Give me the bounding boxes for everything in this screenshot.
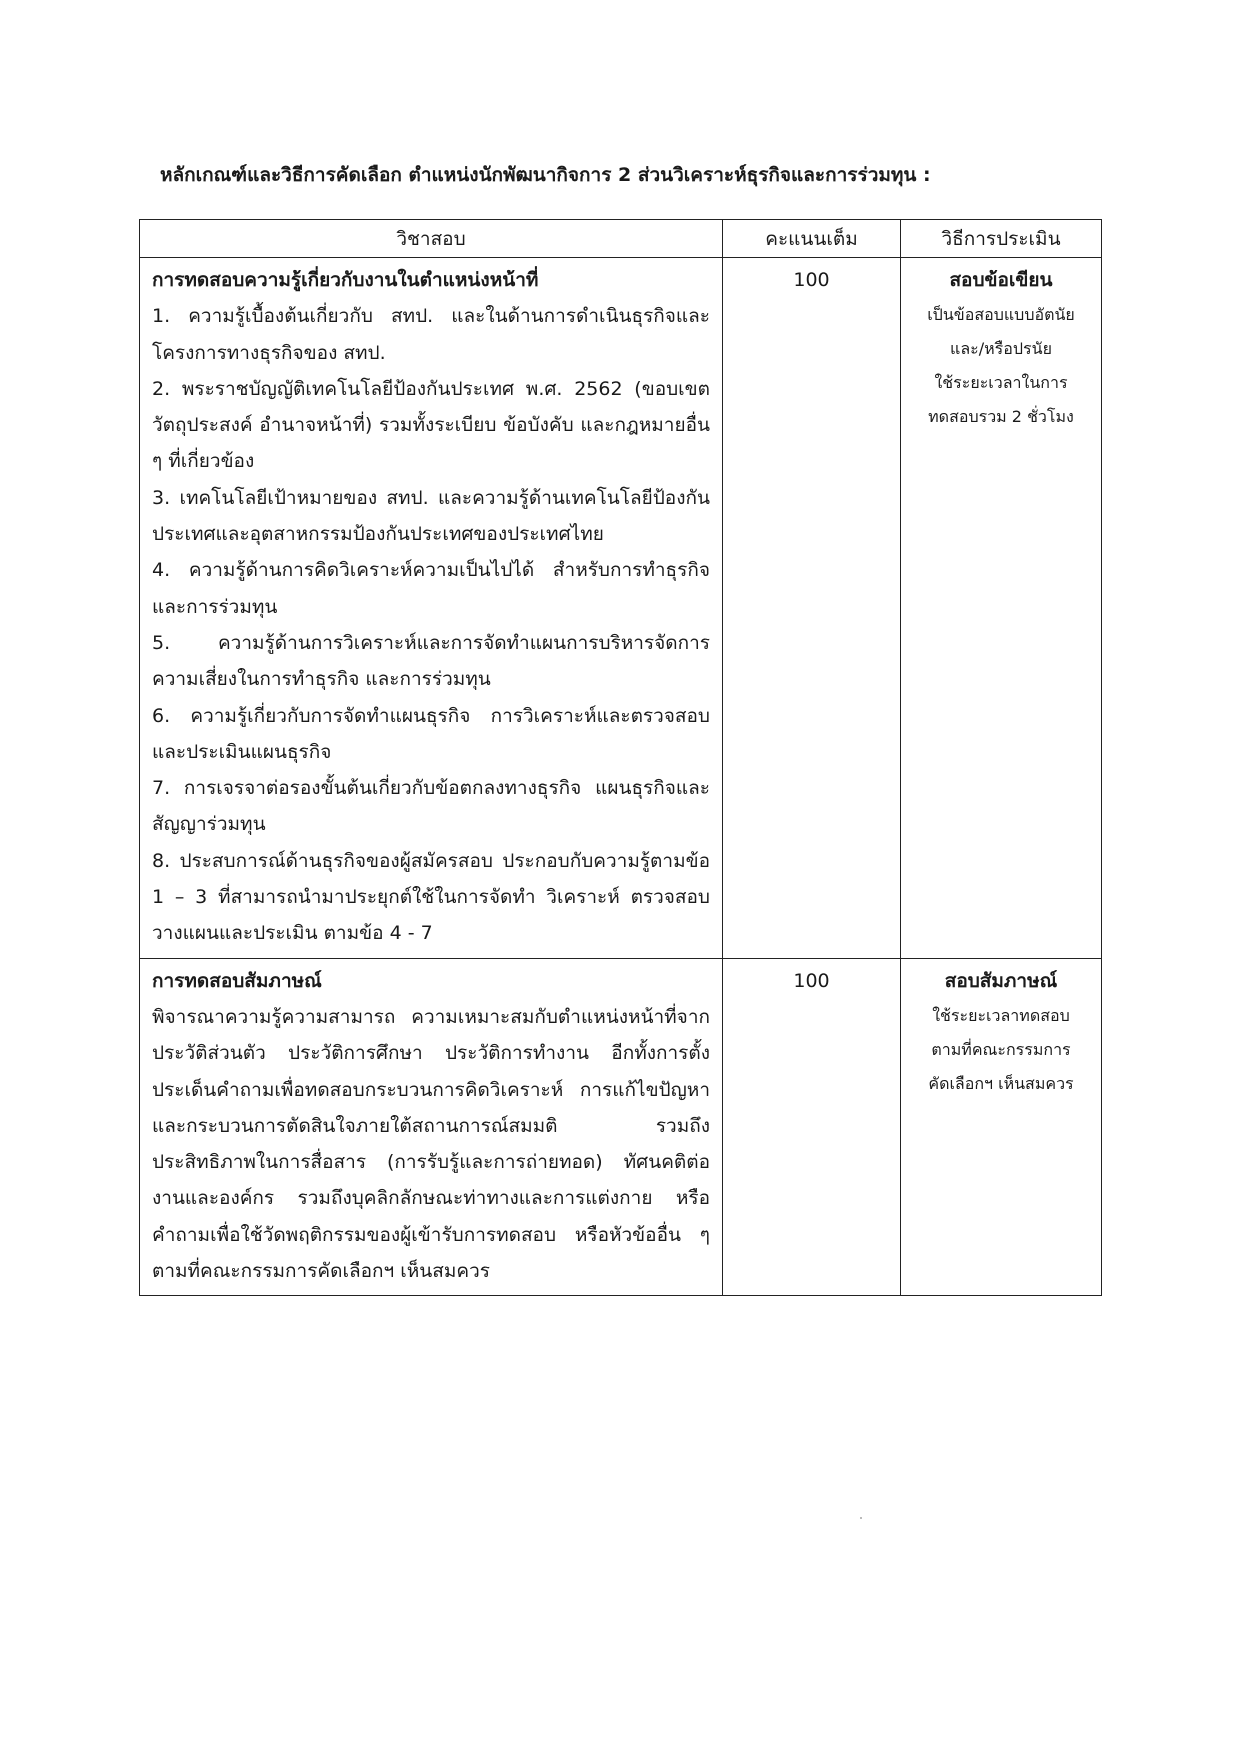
written-exam-method-cell [901, 258, 1102, 959]
scan-speck [860, 1517, 862, 1519]
table-row-written-exam [140, 258, 1102, 959]
header-subject: วิชาสอบ [140, 220, 723, 258]
written-exam-item-5: 5. ความรู้ด้านการวิเคราะห์และการจัดทำแผนการบริหารจัดการความเสี่ยงในการทำธุรกิจ และการร่วมทุน [152, 631, 710, 691]
interview-method-title: สอบสัมภาษณ์ [944, 969, 1058, 992]
written-exam-method-line: ทดสอบรวม 2 ชั่วโมง [928, 407, 1074, 426]
interview-subject-cell [140, 958, 723, 1296]
table-row-interview [140, 958, 1102, 1296]
written-exam-item-2: 2. พระราชบัญญัติเทคโนโลยีป้องกันประเทศ พ.ศ. 2562 (ขอบเขต วัตถุประสงค์ อำนาจหน้าที่) รวมทั้งระเบียบ ข้อบังคับ และกฎหมายอื่น ๆ ที่เกี่ยวข้อง [152, 377, 710, 473]
written-exam-subject-cell [140, 258, 723, 959]
written-exam-method-line: และ/หรือปรนัย [950, 339, 1052, 358]
interview-method-line: คัดเลือกฯ เห็นสมควร [928, 1073, 1074, 1093]
written-exam-title: การทดสอบความรู้เกี่ยวกับงานในตำแหน่งหน้าที่ [152, 269, 539, 291]
interview-description: พิจารณาความรู้ความสามารถ ความเหมาะสมกับตำแหน่งหน้าที่จากประวัติส่วนตัว ประวัติการศึกษา ประวัติการทำงาน อีกทั้งการตั้งประเด็นคำถามเพื่อทดสอบกระบวนการคิดวิเคราะห์ การแก้ไขปัญหาและกระบวนการตัดสินใจภายใต้สถานการณ์สมมติ รวมถึงประสิทธิภาพในการสื่อสาร (การรับรู้และการถ่ายทอด) ทัศนคติต่องานและองค์กร รวมถึงบุคลิกลักษณะท่าทางและการแต่งกาย หรือคำถามเพื่อใช้วัดพฤติกรรมของผู้เข้ารับการทดสอบ หรือหัวข้ออื่น ๆ ตามที่คณะกรรมการคัดเลือกฯ เห็นสมควร [152, 1005, 710, 1283]
interview-method-line: ตามที่คณะกรรมการ [931, 1039, 1071, 1059]
written-exam-score: 100 [723, 258, 901, 959]
header-score: คะแนนเต็ม [723, 220, 901, 258]
criteria-table [139, 219, 1102, 1296]
header-method: วิธีการประเมิน [901, 220, 1102, 258]
interview-method-cell [901, 958, 1102, 1296]
table-header-row [140, 220, 1102, 258]
written-exam-item-1: 1. ความรู้เบื้องต้นเกี่ยวกับ สทป. และในด้านการดำเนินธุรกิจและโครงการทางธุรกิจของ สทป. [152, 305, 710, 364]
interview-title: การทดสอบสัมภาษณ์ [152, 969, 322, 992]
written-exam-method-line: ใช้ระยะเวลาในการ [934, 373, 1068, 392]
written-exam-method-title: สอบข้อเขียน [949, 269, 1053, 291]
written-exam-item-8: 8. ประสบการณ์ด้านธุรกิจของผู้สมัครสอบ ประกอบกับความรู้ตามข้อ 1 – 3 ที่สามารถนำมาประยุกต์ใช้ในการจัดทำ วิเคราะห์ ตรวจสอบ วางแผนและประเมิน ตามข้อ 4 - 7 [152, 849, 710, 945]
written-exam-item-6: 6. ความรู้เกี่ยวกับการจัดทำแผนธุรกิจ การวิเคราะห์และตรวจสอบ และประเมินแผนธุรกิจ [152, 704, 710, 763]
page-heading: หลักเกณฑ์และวิธีการคัดเลือก ตำแหน่งนักพัฒนากิจการ 2 ส่วนวิเคราะห์ธุรกิจและการร่วมทุน : [160, 164, 931, 186]
written-exam-method-line: เป็นข้อสอบแบบอัตนัย [927, 305, 1075, 324]
written-exam-item-3: 3. เทคโนโลยีเป้าหมายของ สทป. และความรู้ด้านเทคโนโลยีป้องกันประเทศและอุตสาหกรรมป้องกันประเทศของประเทศไทย [152, 486, 710, 546]
interview-method-line: ใช้ระยะเวลาทดสอบ [932, 1005, 1070, 1025]
written-exam-item-4: 4. ความรู้ด้านการคิดวิเคราะห์ความเป็นไปได้ สำหรับการทำธุรกิจและการร่วมทุน [152, 559, 710, 618]
written-exam-item-7: 7. การเจรจาต่อรองขั้นต้นเกี่ยวกับข้อตกลงทางธุรกิจ แผนธุรกิจและสัญญาร่วมทุน [152, 777, 710, 836]
interview-score: 100 [723, 958, 901, 1296]
